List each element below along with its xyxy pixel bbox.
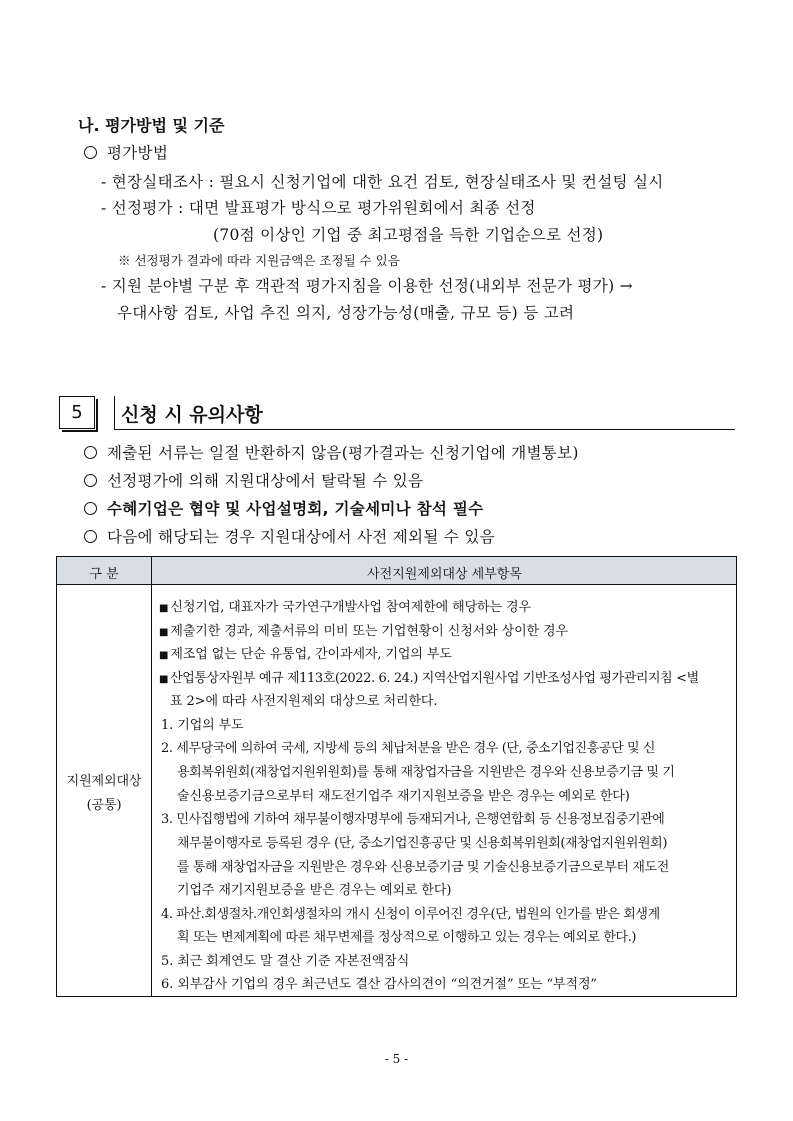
page-number: - 5 -	[384, 1052, 409, 1066]
section-number-box: 5	[59, 396, 95, 429]
exclusion-table	[56, 556, 737, 997]
circle-bullet-icon	[84, 146, 97, 159]
item-evaluation-factors: 우대사항 검토, 사업 추진 의지, 성장가능성(매출, 규모 등) 등 고려	[117, 304, 575, 322]
square-bullet-icon: ■	[159, 627, 169, 638]
table-line: ■ 제출기한 경과, 제출서류의 미비 또는 기업현황이 신청서와 상이한 경우	[159, 624, 568, 639]
table-line: 기업주 재기지원보증을 받은 경우는 예외로 한다)	[177, 883, 452, 898]
section-title-notes: 신청 시 유의사항	[121, 404, 263, 426]
table-line: ■ 제조업 없는 단순 유통업, 간이과세자, 기업의 부도	[159, 647, 452, 662]
note-amount-adjust: ※ 선정평가 결과에 따라 지원금액은 조정될 수 있음	[118, 253, 400, 268]
table-line: 1. 기업의 부도	[161, 718, 244, 733]
table-line: ■ 신청기업, 대표자가 국가연구개발사업 참여제한에 해당하는 경우	[159, 600, 531, 615]
table-line: 용회복위원회(재창업지원위원회)를 통해 재창업자금을 지원받은 경우와 신용보증기금 및 기	[177, 765, 675, 780]
table-line: 2. 세무당국에 의하여 국세, 지방세 등의 체납처분을 받은 경우 (단, 중소기업진흥공단 및 신	[161, 741, 656, 756]
item-evaluation-guideline: - 지원 분야별 구분 후 객관적 평가지침을 이용한 선정(내외부 전문가 평가) →	[101, 277, 633, 295]
method-heading: 평가방법	[84, 141, 168, 163]
square-bullet-icon: ■	[159, 650, 169, 661]
table-line: 4. 파산.회생절차.개인회생절차의 개시 신청이 이루어진 경우(단, 법원의 인가를 받은 회생계	[161, 907, 660, 922]
row-label: 지원제외대상	[66, 774, 142, 789]
table-line: 6. 외부감사 기업의 경우 최근년도 결산 감사의견이 “의견거절” 또는 “부적정”	[161, 977, 597, 992]
table-header-category: 구 분	[89, 567, 119, 582]
table-line: 표 2>에 따라 사전지원제외 대상으로 처리한다.	[170, 694, 438, 709]
row-label-sub: (공통)	[86, 798, 122, 813]
table-line: 를 통해 재창업자금을 지원받은 경우와 신용보증기금 및 기술신용보증기금으로부터 재도전	[177, 860, 669, 875]
circle-bullet-icon	[84, 474, 97, 487]
table-line: 5. 최근 회계연도 말 결산 기준 자본전액잠식	[161, 954, 410, 969]
section-header-bar	[114, 396, 115, 429]
table-line: 술신용보증기금으로부터 재도전기업주 재기지원보증을 받은 경우는 예외로 한다)	[177, 789, 630, 804]
square-bullet-icon: ■	[159, 674, 169, 685]
table-header-details: 사전지원제외대상 세부항목	[367, 567, 522, 582]
section-header-underline	[114, 429, 735, 430]
item-field-survey: - 현장실태조사 : 필요시 신청기업에 대한 요건 검토, 현장실태조사 및 컨설팅 실시	[101, 173, 664, 191]
note-item: 다음에 해당되는 경우 지원대상에서 사전 제외될 수 있음	[84, 525, 495, 547]
item-selection-eval: - 선정평가 : 대면 발표평가 방식으로 평가위원회에서 최종 선정	[101, 199, 536, 217]
table-line: 3. 민사집행법에 기하여 채무불이행자명부에 등재되거나, 은행연합회 등 신용정보집중기관에	[161, 812, 665, 827]
note-item: 제출된 서류는 일절 반환하지 않음(평가결과는 신청기업에 개별통보)	[84, 441, 579, 463]
note-item-required: 수혜기업은 협약 및 사업설명회, 기술세미나 참석 필수	[84, 497, 483, 519]
square-bullet-icon: ■	[159, 603, 169, 614]
note-item: 선정평가에 의해 지원대상에서 탈락될 수 있음	[84, 469, 423, 491]
table-line: ■ 산업통상자원부 예규 제113호(2022. 6. 24.) 지역산업지원사업 기반조성사업 평가관리지침 <별	[159, 671, 699, 686]
circle-bullet-icon	[84, 446, 97, 459]
circle-bullet-icon	[84, 530, 97, 543]
table-column-divider	[151, 557, 152, 996]
table-line: 채무불이행자로 등록된 경우 (단, 중소기업진흥공단 및 신용회복위원회(재창업지원위원회)	[177, 836, 667, 851]
item-selection-criteria: (70점 이상인 기업 중 최고평점을 득한 기업순으로 선정)	[213, 226, 604, 244]
table-line: 획 또는 변제계획에 따른 채무변제를 정상적으로 이행하고 있는 경우는 예외로 한다.)	[177, 930, 637, 945]
circle-bullet-icon	[84, 502, 97, 515]
section-title-evaluation: 나. 평가방법 및 기준	[78, 116, 225, 135]
